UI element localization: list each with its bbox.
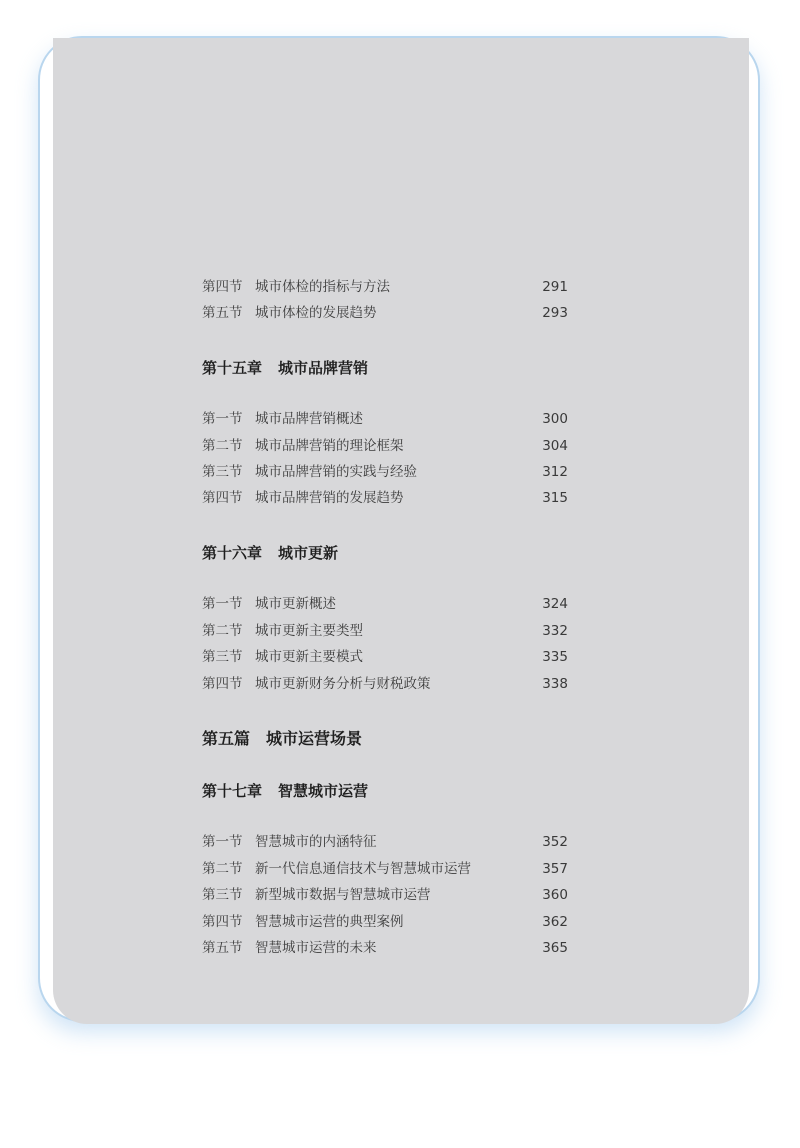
toc-entry[interactable] (202, 937, 568, 959)
section-title: 城市品牌营销的实践与经验 (255, 464, 417, 480)
page-number: 304 (542, 438, 568, 454)
page-number: 360 (542, 887, 568, 903)
section-number: 第二节 (202, 438, 243, 454)
toc-entry[interactable] (202, 673, 568, 695)
section-title: 城市更新主要类型 (255, 623, 363, 639)
toc-entry[interactable] (202, 435, 568, 457)
toc-entry[interactable] (202, 831, 568, 853)
page-number: 312 (542, 464, 568, 480)
chapter-title: 智慧城市运营 (278, 782, 369, 800)
section-title: 城市品牌营销的发展趋势 (255, 490, 404, 506)
chapter-label: 第十七章 (202, 782, 263, 800)
page-number: 362 (542, 914, 568, 930)
page-number: 352 (542, 834, 568, 850)
section-number: 第五节 (202, 305, 243, 321)
section-number: 第四节 (202, 914, 243, 930)
part-heading[interactable] (202, 727, 362, 751)
page-number: 324 (542, 596, 568, 612)
page-number: 335 (542, 649, 568, 665)
page-number: 357 (542, 861, 568, 877)
section-number: 第四节 (202, 490, 243, 506)
toc-entry[interactable] (202, 620, 568, 642)
section-number: 第四节 (202, 676, 243, 692)
toc-entry[interactable] (202, 911, 568, 933)
page-number: 291 (542, 279, 568, 295)
section-number: 第二节 (202, 623, 243, 639)
section-title: 智慧城市运营的未来 (255, 940, 377, 956)
toc-entry[interactable] (202, 646, 568, 668)
toc-entry[interactable] (202, 487, 568, 509)
toc-entry[interactable] (202, 884, 568, 906)
section-number: 第一节 (202, 596, 243, 612)
toc-entry[interactable] (202, 858, 568, 880)
section-number: 第三节 (202, 649, 243, 665)
section-number: 第五节 (202, 940, 243, 956)
toc-entry[interactable] (202, 461, 568, 483)
section-number: 第二节 (202, 861, 243, 877)
section-title: 新一代信息通信技术与智慧城市运营 (255, 861, 471, 877)
part-title: 城市运营场景 (266, 729, 363, 748)
chapter-heading[interactable] (202, 779, 368, 803)
chapter-label: 第十六章 (202, 544, 263, 562)
toc-entry[interactable] (202, 302, 568, 324)
page-number: 293 (542, 305, 568, 321)
section-title: 城市品牌营销概述 (255, 411, 363, 427)
section-title: 城市更新财务分析与财税政策 (255, 676, 431, 692)
section-title: 城市更新概述 (255, 596, 336, 612)
section-title: 城市体检的指标与方法 (255, 279, 390, 295)
section-title: 智慧城市运营的典型案例 (255, 914, 404, 930)
chapter-heading[interactable] (202, 541, 338, 565)
toc-entry[interactable] (202, 276, 568, 298)
section-number: 第一节 (202, 834, 243, 850)
part-label: 第五篇 (202, 729, 251, 748)
section-title: 智慧城市的内涵特征 (255, 834, 377, 850)
toc-entry[interactable] (202, 408, 568, 430)
page-number: 365 (542, 940, 568, 956)
page-number: 338 (542, 676, 568, 692)
page-number: 332 (542, 623, 568, 639)
section-number: 第一节 (202, 411, 243, 427)
page-number: 315 (542, 490, 568, 506)
chapter-title: 城市品牌营销 (278, 359, 369, 377)
section-number: 第三节 (202, 464, 243, 480)
toc-entry[interactable] (202, 593, 568, 615)
section-title: 新型城市数据与智慧城市运营 (255, 887, 431, 903)
chapter-heading[interactable] (202, 356, 368, 380)
chapter-label: 第十五章 (202, 359, 263, 377)
section-title: 城市品牌营销的理论框架 (255, 438, 404, 454)
chapter-title: 城市更新 (278, 544, 339, 562)
section-title: 城市体检的发展趋势 (255, 305, 377, 321)
section-number: 第三节 (202, 887, 243, 903)
section-number: 第四节 (202, 279, 243, 295)
page-number: 300 (542, 411, 568, 427)
section-title: 城市更新主要模式 (255, 649, 363, 665)
